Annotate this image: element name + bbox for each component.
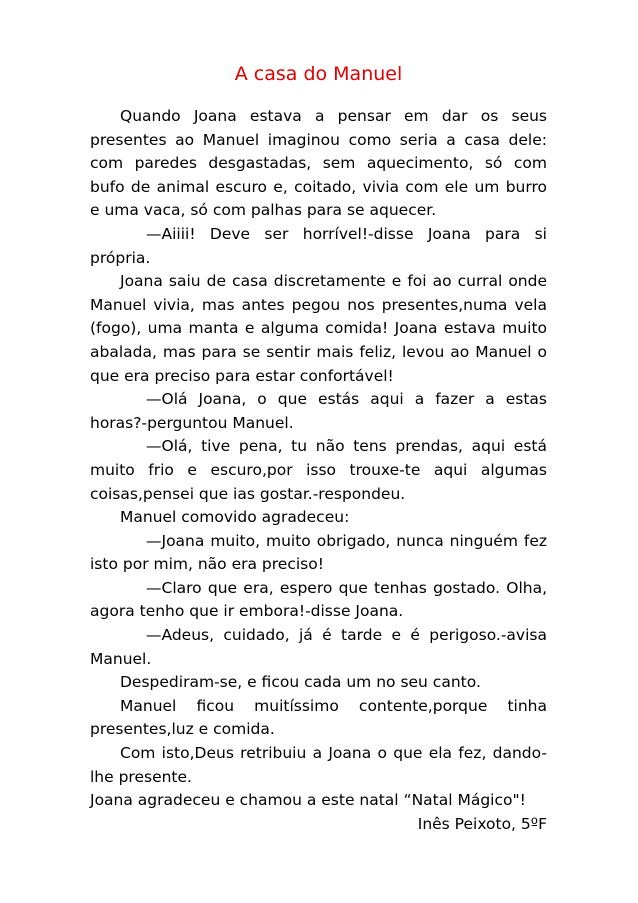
story-body: [90, 105, 547, 836]
dialogue-line: —Olá Joana, o que estás aqui a fazer a estas horas?-perguntou Manuel.: [90, 390, 547, 432]
story-paragraph: Manuel comovido agradeceu:: [120, 508, 350, 527]
story-paragraph: Manuel ficou muitíssimo contente,porque tinha presentes,luz e comida.: [90, 696, 547, 739]
story-paragraph: Despediram-se, e ficou cada um no seu canto.: [120, 673, 481, 692]
story-title: A casa do Manuel: [234, 63, 403, 85]
author-signature: Inês Peixoto, 5ºF: [417, 814, 547, 833]
story-paragraph: Joana saiu de casa discretamente e foi ao curral onde Manuel vivia, mas antes pegou nos presentes,numa vela (fogo), uma manta e alguma comida! Joana estava muito abalada, mas para se sentir mais feliz, levou ao Manuel o que era preciso para estar confortável!: [90, 272, 547, 385]
story-paragraph: Com isto,Deus retribuiu a Joana o que ela fez, dando-lhe presente.: [90, 744, 547, 786]
dialogue-line: —Adeus, cuidado, já é tarde e é perigoso.-avisa Manuel.: [90, 626, 547, 668]
dialogue-line: —Claro que era, espero que tenhas gostado. Olha, agora tenho que ir embora!-disse Joana.: [90, 578, 547, 621]
story-paragraph: Joana agradeceu e chamou a este natal “Natal Mágico"!: [90, 791, 526, 810]
story-paragraph: Quando Joana estava a pensar em dar os seus presentes ao Manuel imaginou como seria a casa dele: com paredes desgastadas, sem aquecimento, só com bufo de animal escuro e, coitado, vivia com ele um burro e uma vaca, só com palhas para se aquecer.: [90, 107, 547, 220]
dialogue-line: —Olá, tive pena, tu não tens prendas, aqui está muito frio e escuro,por isso trouxe-te aqui algumas coisas,pensei que ias gostar.-respondeu.: [90, 437, 547, 503]
dialogue-line: —Joana muito, muito obrigado, nunca ninguém fez isto por mim, não era preciso!: [90, 531, 547, 574]
dialogue-line: —Aiiii! Deve ser horrível!-disse Joana para si própria.: [90, 224, 547, 267]
